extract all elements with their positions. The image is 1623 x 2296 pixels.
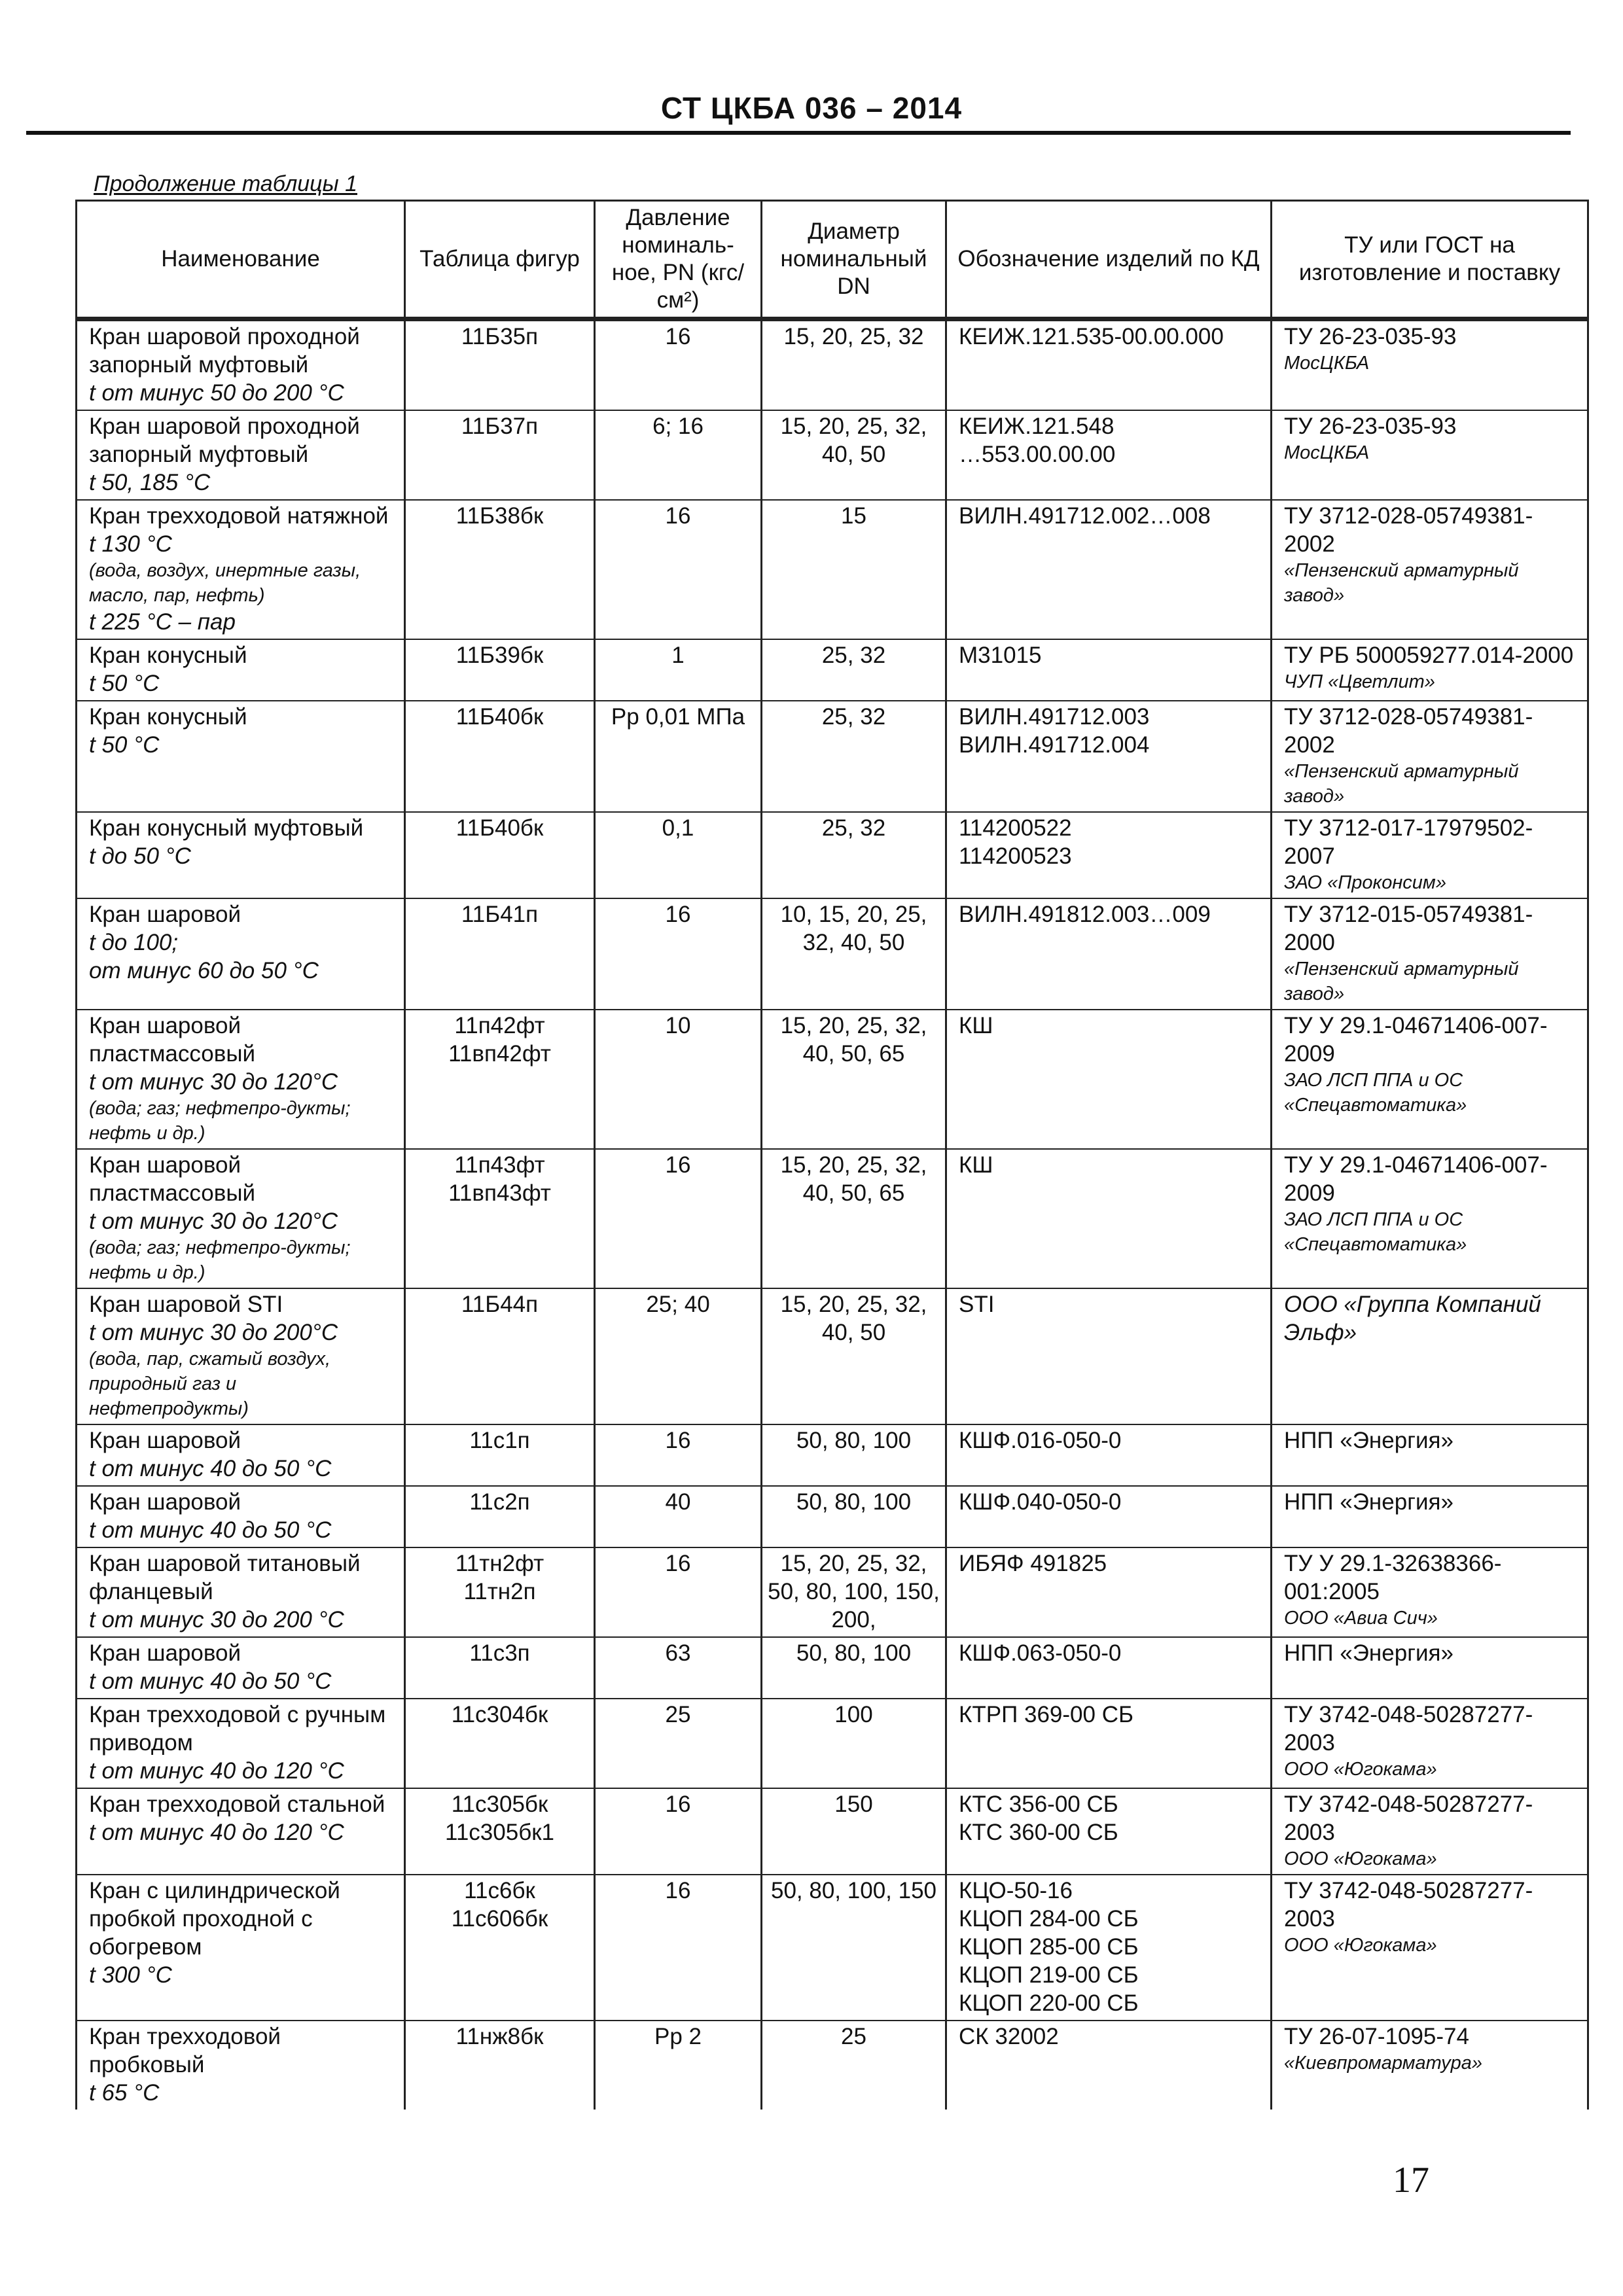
manufacturer: ЗАО ЛСП ППА и ОС «Спецавтоматика» [1284,1209,1467,1255]
cell-figure [405,1547,595,1637]
cell-name [77,1010,405,1149]
cell-designation [946,701,1272,812]
cell-pressure [595,1424,762,1486]
valve-name: Кран трехходовой с ручным приводом [89,1702,386,1756]
cell-diameter [762,1149,946,1288]
cell-name [77,410,405,500]
pressure-value: 16 [665,902,691,927]
diameter-value: 25 [841,2024,866,2049]
cell-name [77,1424,405,1486]
manufacturer: «Пензенский арматурный завод» [1284,959,1519,1004]
cell-name [77,1547,405,1637]
table-row [77,1699,1588,1788]
diameter-value: 15 [841,503,866,529]
cell-name [77,2021,405,2110]
figure-code: 11Б37п [461,414,539,439]
column-header-pressure: Давление номиналь- ное, PN (кгс/см²) [595,201,762,319]
cell-standard [1272,1149,1588,1288]
temperature: t до 50 °С [89,843,191,869]
table-caption: Продолжение таблицы 1 [94,171,357,196]
cell-figure [405,1424,595,1486]
standard-code: ТУ 3742-048-50287277-2003 [1284,1878,1533,1932]
cell-designation [946,639,1272,701]
designation-code: STI [959,1292,995,1317]
valve-name: Кран конусный [89,704,247,730]
figure-code: 11с1п [469,1428,530,1453]
temperature: t от минус 40 до 50 °С [89,1456,332,1481]
standard-code: ТУ 3712-015-05749381-2000 [1284,902,1533,955]
cell-name [77,500,405,639]
temperature: t от минус 50 до 200 °С [89,380,344,406]
pressure-value: 6; 16 [652,414,704,439]
pressure-value: Рр 0,01 МПа [611,704,745,730]
cell-diameter [762,1424,946,1486]
figure-code: 11Б40бк [455,704,544,730]
figure-code: 11тн2фт [455,1551,544,1576]
cell-pressure [595,1788,762,1875]
table-row [77,1637,1588,1699]
cell-diameter [762,1547,946,1637]
cell-standard [1272,812,1588,898]
figure-code: 11с606бк [451,1906,548,1932]
cell-designation [946,1788,1272,1875]
diameter-value: 100 [834,1702,873,1727]
designation-code: КШ [959,1152,993,1178]
table-row [77,701,1588,812]
cell-standard [1272,1788,1588,1875]
figure-code: 11Б40бк [455,815,544,841]
cell-diameter [762,410,946,500]
cell-designation [946,1547,1272,1637]
temperature: t от минус 40 до 50 °С [89,1517,332,1543]
cell-diameter [762,1875,946,2021]
temperature-extra: t 225 °С – пар [89,609,236,635]
valve-name: Кран шаровой титановый фланцевый [89,1551,361,1604]
manufacturer: ЧУП «Цветлит» [1284,671,1435,692]
diameter-value: 15, 20, 25, 32, 40, 50 [780,414,927,467]
table-row [77,1486,1588,1547]
table-row [77,639,1588,701]
manufacturer: ООО «Югокама» [1284,1848,1437,1869]
valve-name: Кран трехходовой натяжной [89,503,389,529]
cell-name [77,319,405,411]
valve-name: Кран шаровой [89,1428,241,1453]
cell-name [77,812,405,898]
designation-code: СК 32002 [959,2024,1059,2049]
diameter-value: 50, 80, 100 [796,1489,912,1515]
table-row [77,812,1588,898]
table-row [77,1149,1588,1288]
cell-pressure [595,701,762,812]
standard-code: ТУ У 29.1-04671406-007-2009 [1284,1013,1548,1067]
designation-code: КЦО-50-16 [959,1878,1073,1903]
standard-code: НПП «Энергия» [1284,1640,1454,1666]
table-row [77,1424,1588,1486]
cell-name [77,639,405,701]
diameter-value: 10, 15, 20, 25, 32, 40, 50 [780,902,927,955]
cell-pressure [595,1699,762,1788]
cell-pressure [595,812,762,898]
cell-standard [1272,500,1588,639]
valve-name: Кран шаровой STI [89,1292,283,1317]
pressure-value: 63 [665,1640,691,1666]
designation-code: ВИЛН.491712.002…008 [959,503,1211,529]
standard-code: ТУ 3742-048-50287277-2003 [1284,1792,1533,1845]
designation-code: ВИЛН.491712.003 [959,704,1150,730]
valve-name: Кран шаровой [89,902,241,927]
temperature: t до 100; [89,930,179,955]
cell-diameter [762,1486,946,1547]
cell-name [77,701,405,812]
cell-name [77,1637,405,1699]
standard-code: ТУ 3712-028-05749381-2002 [1284,503,1533,557]
pressure-value: 16 [665,1878,691,1903]
medium-note: (вода; газ; нефтепро-дукты; нефть и др.) [89,1098,351,1144]
temperature: t от минус 30 до 120°С [89,1209,338,1234]
cell-pressure [595,1010,762,1149]
cell-figure [405,812,595,898]
manufacturer: ЗАО «Проконсим» [1284,872,1446,893]
cell-designation [946,1699,1272,1788]
table-row [77,1547,1588,1637]
cell-pressure [595,1547,762,1637]
cell-pressure [595,898,762,1010]
cell-pressure [595,319,762,411]
cell-name [77,1486,405,1547]
cell-figure [405,639,595,701]
standard-code: ТУ 26-23-035-93 [1284,324,1457,349]
cell-standard [1272,701,1588,812]
medium-note: (вода; газ; нефтепро-дукты; нефть и др.) [89,1237,351,1283]
designation-code: ВИЛН.491812.003…009 [959,902,1211,927]
valve-name: Кран шаровой [89,1489,241,1515]
cell-diameter [762,1699,946,1788]
cell-designation [946,1424,1272,1486]
cell-standard [1272,410,1588,500]
column-header-diameter: Диаметр номинальный DN [762,201,946,319]
cell-figure [405,1486,595,1547]
designation-code: КЕИЖ.121.535-00.00.000 [959,324,1224,349]
cell-diameter [762,319,946,411]
temperature-extra: от минус 60 до 50 °С [89,958,319,983]
cell-figure [405,410,595,500]
cell-name [77,1149,405,1288]
cell-figure [405,1699,595,1788]
cell-figure [405,701,595,812]
cell-designation [946,319,1272,411]
column-header-standard: ТУ или ГОСТ на изготовление и поставку [1272,201,1588,319]
figure-code: 11с2п [469,1489,530,1515]
diameter-value: 15, 20, 25, 32 [783,324,924,349]
designation-code: КЦОП 219-00 СБ [959,1962,1139,1988]
cell-standard [1272,898,1588,1010]
designation-code: КТС 356-00 СБ [959,1792,1118,1817]
pressure-value: Рр 2 [654,2024,702,2049]
figure-code: 11Б39бк [455,643,544,668]
temperature: t от минус 30 до 120°С [89,1069,338,1095]
pressure-value: 25 [665,1702,691,1727]
cell-pressure [595,410,762,500]
temperature: t от минус 40 до 50 °С [89,1669,332,1694]
cell-figure [405,319,595,411]
pressure-value: 25; 40 [646,1292,710,1317]
manufacturer: ООО «Авиа Сич» [1284,1608,1438,1629]
valve-name: Кран трехходовой пробковый [89,2024,281,2077]
cell-standard [1272,1637,1588,1699]
cell-name [77,1875,405,2021]
cell-designation [946,898,1272,1010]
cell-diameter [762,701,946,812]
cell-designation [946,1010,1272,1149]
cell-designation [946,1486,1272,1547]
medium-note: (вода, пар, сжатый воздух, природный газ и нефтепродукты) [89,1349,331,1419]
figure-code: 11нж8бк [455,2024,544,2049]
cell-diameter [762,1288,946,1424]
cell-diameter [762,639,946,701]
valve-name: Кран с цилиндрической пробкой проходной с обогревом [89,1878,340,1960]
cell-standard [1272,1010,1588,1149]
cell-standard [1272,1875,1588,2021]
table-row [77,410,1588,500]
pressure-value: 16 [665,324,691,349]
cell-figure [405,1637,595,1699]
figure-code: 11Б41п [461,902,539,927]
cell-diameter [762,500,946,639]
cell-designation [946,1637,1272,1699]
diameter-value: 50, 80, 100 [796,1428,912,1453]
cell-standard [1272,639,1588,701]
cell-diameter [762,1637,946,1699]
diameter-value: 50, 80, 100, 150 [771,1878,936,1903]
pressure-value: 16 [665,1792,691,1817]
cell-figure [405,1010,595,1149]
cell-pressure [595,639,762,701]
pressure-value: 10 [665,1013,691,1038]
table-body [77,319,1588,2110]
table-row [77,1875,1588,2021]
designation-code: КШФ.063-050-0 [959,1640,1122,1666]
cell-standard [1272,1424,1588,1486]
cell-designation [946,1288,1272,1424]
designation-code: КТРП 369-00 СБ [959,1702,1133,1727]
manufacturer: МосЦКБА [1284,353,1370,374]
cell-designation [946,1875,1272,2021]
cell-standard [1272,1547,1588,1637]
standard-code: НПП «Энергия» [1284,1489,1454,1515]
temperature: t 50, 185 °С [89,470,211,495]
manufacturer: МосЦКБА [1284,442,1370,463]
figure-code: 11вп43фт [448,1180,551,1206]
medium-note: (вода, воздух, инертные газы, масло, пар, нефть) [89,560,361,606]
temperature: t 300 °С [89,1962,172,1988]
figure-code: 11п42фт [454,1013,545,1038]
pressure-value: 16 [665,503,691,529]
cell-standard [1272,1288,1588,1424]
cell-figure [405,500,595,639]
cell-name [77,1788,405,1875]
figure-code: 11Б38бк [455,503,544,529]
header-rule [26,131,1571,135]
cell-diameter [762,1788,946,1875]
diameter-value: 25, 32 [821,815,886,841]
figure-code: 11тн2п [463,1579,536,1604]
pressure-value: 0,1 [662,815,694,841]
diameter-value: 150 [834,1792,873,1817]
designation-code: 114200523 [959,843,1072,869]
standard-code: НПП «Энергия» [1284,1428,1454,1453]
designation-code: ИБЯФ 491825 [959,1551,1107,1576]
cell-pressure [595,500,762,639]
table-row [77,319,1588,411]
standard-code: ТУ 3712-017-17979502-2007 [1284,815,1533,869]
cell-figure [405,898,595,1010]
cell-designation [946,500,1272,639]
diameter-value: 15, 20, 25, 32, 50, 80, 100, 150, 200, [768,1551,940,1633]
figure-code: 11Б35п [461,324,539,349]
standard-code: ООО «Группа Компаний Эльф» [1284,1292,1541,1345]
designation-code: ВИЛН.491712.004 [959,732,1150,758]
diameter-value: 25, 32 [821,704,886,730]
temperature: t от минус 30 до 200°С [89,1320,338,1345]
cell-pressure [595,1288,762,1424]
cell-standard [1272,1486,1588,1547]
designation-code: КЦОП 220-00 СБ [959,1990,1139,2016]
cell-figure [405,2021,595,2110]
temperature: t от минус 30 до 200 °С [89,1607,344,1633]
figure-code: 11вп42фт [448,1041,551,1067]
temperature: t 130 °С [89,531,172,557]
standard-code: ТУ 3742-048-50287277-2003 [1284,1702,1533,1756]
manufacturer: «Пензенский арматурный завод» [1284,761,1519,807]
cell-designation [946,812,1272,898]
designation-code: 114200522 [959,815,1072,841]
temperature: t 65 °С [89,2080,160,2106]
manufacturer: «Киевпромарматура» [1284,2053,1483,2074]
figure-code: 11п43фт [454,1152,545,1178]
cell-name [77,1288,405,1424]
table-header-row [77,201,1588,319]
figure-code: 11с3п [469,1640,530,1666]
designation-code: КТС 360-00 СБ [959,1820,1118,1845]
cell-figure [405,1875,595,2021]
manufacturer: ООО «Югокама» [1284,1759,1437,1780]
pressure-value: 40 [665,1489,691,1515]
designation-code: КЕИЖ.121.548 [959,414,1115,439]
pressure-value: 16 [665,1551,691,1576]
standard-code: ТУ У 29.1-32638366-001:2005 [1284,1551,1502,1604]
valve-name: Кран конусный [89,643,247,668]
designation-code: КШ [959,1013,993,1038]
cell-pressure [595,1637,762,1699]
standard-code: ТУ У 29.1-04671406-007-2009 [1284,1152,1548,1206]
designation-code: М31015 [959,643,1042,668]
temperature: t 50 °С [89,671,160,696]
diameter-value: 15, 20, 25, 32, 40, 50, 65 [780,1152,927,1206]
column-header-figure: Таблица фигур [405,201,595,319]
cell-name [77,1699,405,1788]
designation-code: КЦОП 284-00 СБ [959,1906,1139,1932]
cell-name [77,898,405,1010]
cell-pressure [595,2021,762,2110]
valve-name: Кран конусный муфтовый [89,815,364,841]
designation-code: КШФ.016-050-0 [959,1428,1122,1453]
manufacturer: ЗАО ЛСП ППА и ОС «Спецавтоматика» [1284,1070,1467,1116]
cell-diameter [762,2021,946,2110]
column-header-designation: Обозначение изделий по КД [946,201,1272,319]
valve-name: Кран шаровой [89,1640,241,1666]
valve-name: Кран шаровой проходной запорный муфтовый [89,324,360,378]
manufacturer: ООО «Югокама» [1284,1935,1437,1956]
cell-figure [405,1288,595,1424]
standard-code: ТУ РБ 500059277.014-2000 [1284,643,1574,668]
figure-code: 11с6бк [464,1878,535,1903]
pressure-value: 16 [665,1428,691,1453]
cell-pressure [595,1486,762,1547]
diameter-value: 15, 20, 25, 32, 40, 50, 65 [780,1013,927,1067]
document-header-title: СТ ЦКБА 036 – 2014 [660,91,963,125]
cell-diameter [762,812,946,898]
valve-name: Кран трехходовой стальной [89,1792,385,1817]
cell-diameter [762,898,946,1010]
temperature: t от минус 40 до 120 °С [89,1758,344,1784]
page-number: 17 [1393,2160,1429,2200]
designation-code: КШФ.040-050-0 [959,1489,1122,1515]
figure-code: 11с305бк [451,1792,548,1817]
cell-diameter [762,1010,946,1149]
cell-figure [405,1788,595,1875]
valve-name: Кран шаровой пластмассовый [89,1013,256,1067]
cell-designation [946,410,1272,500]
pressure-value: 1 [671,643,685,668]
table-row [77,1288,1588,1424]
diameter-value: 50, 80, 100 [796,1640,912,1666]
cell-standard [1272,2021,1588,2110]
table-row [77,500,1588,639]
table-row [77,1010,1588,1149]
pressure-value: 16 [665,1152,691,1178]
figure-code: 11с305бк1 [444,1820,555,1845]
valve-table [75,200,1589,2110]
cell-standard [1272,1699,1588,1788]
table-row [77,1788,1588,1875]
cell-pressure [595,1149,762,1288]
standard-code: ТУ 26-07-1095-74 [1284,2024,1469,2049]
cell-pressure [595,1875,762,2021]
standard-code: ТУ 3712-028-05749381-2002 [1284,704,1533,758]
cell-standard [1272,319,1588,411]
cell-figure [405,1149,595,1288]
figure-code: 11Б44п [461,1292,539,1317]
temperature: t от минус 40 до 120 °С [89,1820,344,1845]
cell-designation [946,2021,1272,2110]
table-row [77,2021,1588,2110]
valve-name: Кран шаровой проходной запорный муфтовый [89,414,360,467]
standard-code: ТУ 26-23-035-93 [1284,414,1457,439]
temperature: t 50 °С [89,732,160,758]
designation-code: …553.00.00.00 [959,442,1116,467]
diameter-value: 15, 20, 25, 32, 40, 50 [780,1292,927,1345]
figure-code: 11с304бк [451,1702,548,1727]
designation-code: КЦОП 285-00 СБ [959,1934,1139,1960]
valve-name: Кран шаровой пластмассовый [89,1152,256,1206]
diameter-value: 25, 32 [821,643,886,668]
table-row [77,898,1588,1010]
cell-designation [946,1149,1272,1288]
column-header-name: Наименование [77,201,405,319]
manufacturer: «Пензенский арматурный завод» [1284,560,1519,606]
